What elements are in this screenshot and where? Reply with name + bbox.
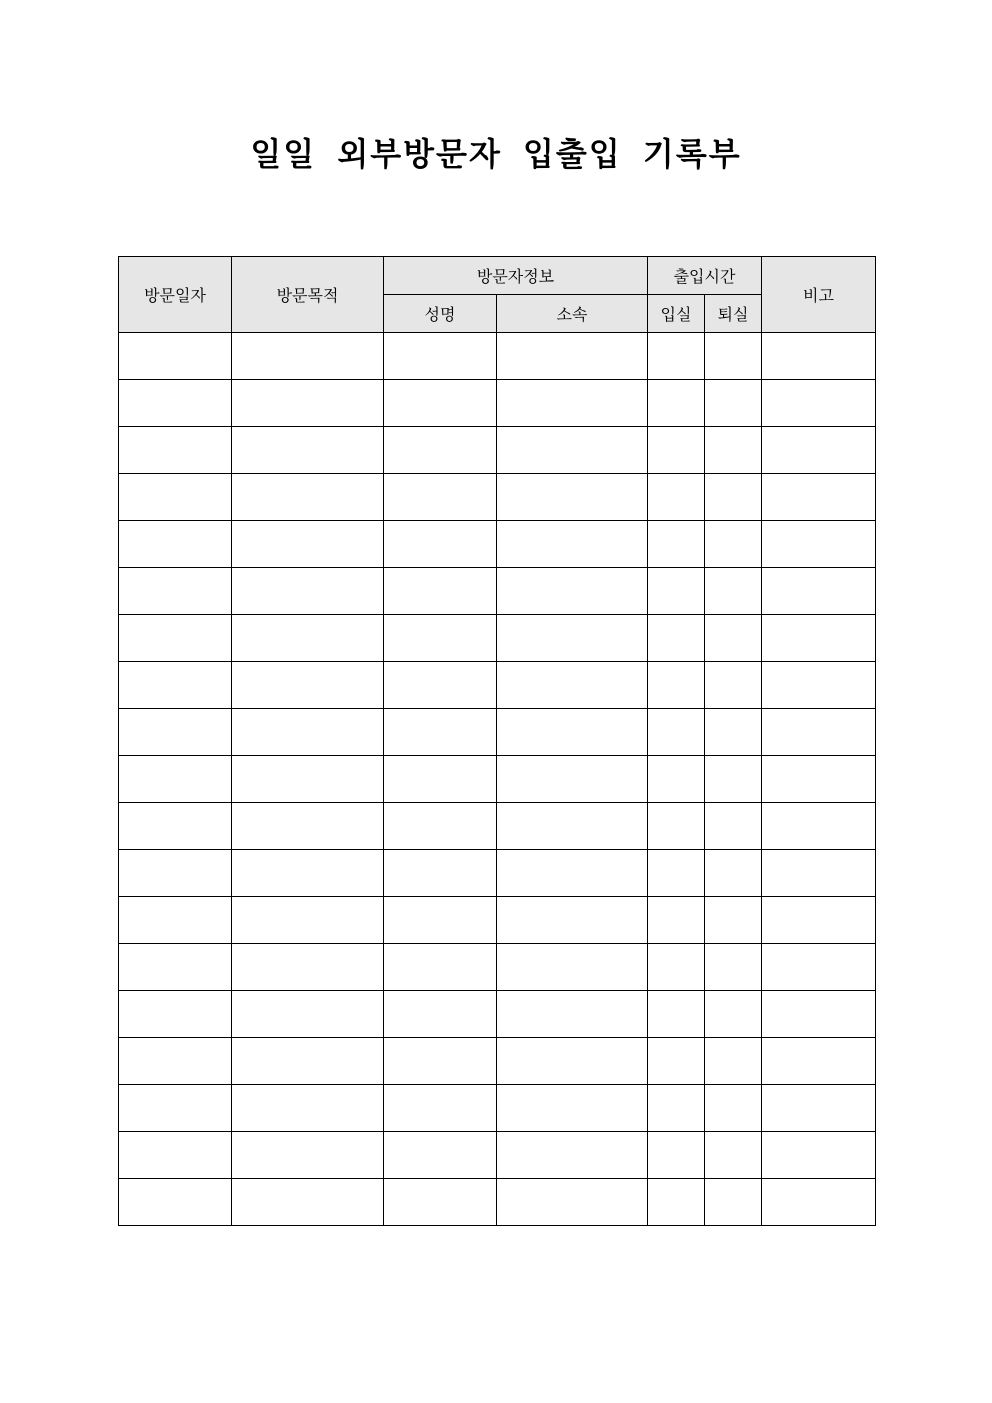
name-cell[interactable] xyxy=(384,333,497,380)
visit-purpose-cell[interactable] xyxy=(232,803,384,850)
visit-date-cell[interactable] xyxy=(119,568,232,615)
visit-date-cell[interactable] xyxy=(119,1085,232,1132)
visit-date-cell[interactable] xyxy=(119,1038,232,1085)
affiliation-cell[interactable] xyxy=(497,380,648,427)
header-affiliation: 소속 xyxy=(497,295,648,333)
exit-time-cell[interactable] xyxy=(705,615,762,662)
affiliation-cell[interactable] xyxy=(497,662,648,709)
table-row xyxy=(119,427,876,474)
visit-date-cell[interactable] xyxy=(119,897,232,944)
remarks-cell[interactable] xyxy=(762,1132,876,1179)
table-row xyxy=(119,756,876,803)
visit-date-cell[interactable] xyxy=(119,521,232,568)
name-cell[interactable] xyxy=(384,474,497,521)
entry-time-cell[interactable] xyxy=(648,662,705,709)
table-row xyxy=(119,333,876,380)
remarks-cell[interactable] xyxy=(762,756,876,803)
header-exit: 퇴실 xyxy=(705,295,762,333)
visit-date-cell[interactable] xyxy=(119,662,232,709)
exit-time-cell[interactable] xyxy=(705,1085,762,1132)
visit-date-cell[interactable] xyxy=(119,380,232,427)
remarks-cell[interactable] xyxy=(762,944,876,991)
name-cell[interactable] xyxy=(384,850,497,897)
visit-purpose-cell[interactable] xyxy=(232,1132,384,1179)
header-entry: 입실 xyxy=(648,295,705,333)
visit-purpose-cell[interactable] xyxy=(232,944,384,991)
exit-time-cell[interactable] xyxy=(705,803,762,850)
entry-time-cell[interactable] xyxy=(648,615,705,662)
visit-date-cell[interactable] xyxy=(119,991,232,1038)
visit-purpose-cell[interactable] xyxy=(232,1085,384,1132)
affiliation-cell[interactable] xyxy=(497,1132,648,1179)
exit-time-cell[interactable] xyxy=(705,1038,762,1085)
visit-date-cell[interactable] xyxy=(119,850,232,897)
header-row-1 xyxy=(119,257,876,295)
table-row xyxy=(119,709,876,756)
table-row xyxy=(119,662,876,709)
name-cell[interactable] xyxy=(384,662,497,709)
visit-date-cell[interactable] xyxy=(119,474,232,521)
affiliation-cell[interactable] xyxy=(497,427,648,474)
name-cell[interactable] xyxy=(384,615,497,662)
entry-time-cell[interactable] xyxy=(648,1085,705,1132)
entry-time-cell[interactable] xyxy=(648,380,705,427)
entry-time-cell[interactable] xyxy=(648,1038,705,1085)
name-cell[interactable] xyxy=(384,568,497,615)
affiliation-cell[interactable] xyxy=(497,897,648,944)
table-row xyxy=(119,803,876,850)
visit-date-cell[interactable] xyxy=(119,756,232,803)
visit-date-cell[interactable] xyxy=(119,615,232,662)
affiliation-cell[interactable] xyxy=(497,1179,648,1226)
visit-purpose-cell[interactable] xyxy=(232,521,384,568)
remarks-cell[interactable] xyxy=(762,991,876,1038)
affiliation-cell[interactable] xyxy=(497,709,648,756)
visit-date-cell[interactable] xyxy=(119,709,232,756)
table-row xyxy=(119,1038,876,1085)
name-cell[interactable] xyxy=(384,897,497,944)
visit-purpose-cell[interactable] xyxy=(232,427,384,474)
header-visitor-info: 방문자정보 xyxy=(384,257,648,295)
name-cell[interactable] xyxy=(384,380,497,427)
name-cell[interactable] xyxy=(384,803,497,850)
table-row xyxy=(119,521,876,568)
affiliation-cell[interactable] xyxy=(497,944,648,991)
affiliation-cell[interactable] xyxy=(497,991,648,1038)
remarks-cell[interactable] xyxy=(762,521,876,568)
affiliation-cell[interactable] xyxy=(497,1085,648,1132)
visit-date-cell[interactable] xyxy=(119,803,232,850)
visit-date-cell[interactable] xyxy=(119,427,232,474)
visit-date-cell[interactable] xyxy=(119,1179,232,1226)
exit-time-cell[interactable] xyxy=(705,474,762,521)
name-cell[interactable] xyxy=(384,709,497,756)
visit-purpose-cell[interactable] xyxy=(232,991,384,1038)
exit-time-cell[interactable] xyxy=(705,756,762,803)
exit-time-cell[interactable] xyxy=(705,333,762,380)
entry-time-cell[interactable] xyxy=(648,897,705,944)
remarks-cell[interactable] xyxy=(762,1179,876,1226)
table-row xyxy=(119,568,876,615)
affiliation-cell[interactable] xyxy=(497,850,648,897)
visit-purpose-cell[interactable] xyxy=(232,568,384,615)
table-row xyxy=(119,850,876,897)
entry-time-cell[interactable] xyxy=(648,333,705,380)
name-cell[interactable] xyxy=(384,521,497,568)
table-row xyxy=(119,944,876,991)
table-row xyxy=(119,991,876,1038)
affiliation-cell[interactable] xyxy=(497,333,648,380)
remarks-cell[interactable] xyxy=(762,474,876,521)
visit-date-cell[interactable] xyxy=(119,1132,232,1179)
entry-time-cell[interactable] xyxy=(648,756,705,803)
remarks-cell[interactable] xyxy=(762,662,876,709)
exit-time-cell[interactable] xyxy=(705,850,762,897)
affiliation-cell[interactable] xyxy=(497,1038,648,1085)
affiliation-cell[interactable] xyxy=(497,521,648,568)
header-visit-purpose: 방문목적 xyxy=(232,257,384,333)
header-remarks: 비고 xyxy=(762,257,876,333)
name-cell[interactable] xyxy=(384,756,497,803)
remarks-cell[interactable] xyxy=(762,803,876,850)
name-cell[interactable] xyxy=(384,944,497,991)
visit-purpose-cell[interactable] xyxy=(232,1038,384,1085)
exit-time-cell[interactable] xyxy=(705,709,762,756)
table-row xyxy=(119,1132,876,1179)
exit-time-cell[interactable] xyxy=(705,897,762,944)
table-row xyxy=(119,1085,876,1132)
visit-purpose-cell[interactable] xyxy=(232,380,384,427)
affiliation-cell[interactable] xyxy=(497,803,648,850)
name-cell[interactable] xyxy=(384,1085,497,1132)
entry-time-cell[interactable] xyxy=(648,427,705,474)
table-row xyxy=(119,474,876,521)
remarks-cell[interactable] xyxy=(762,568,876,615)
remarks-cell[interactable] xyxy=(762,850,876,897)
exit-time-cell[interactable] xyxy=(705,568,762,615)
entry-time-cell[interactable] xyxy=(648,521,705,568)
visit-purpose-cell[interactable] xyxy=(232,1179,384,1226)
exit-time-cell[interactable] xyxy=(705,991,762,1038)
document-title: 일일 외부방문자 입출입 기록부 xyxy=(250,135,742,173)
affiliation-cell[interactable] xyxy=(497,615,648,662)
visit-purpose-cell[interactable] xyxy=(232,850,384,897)
visit-purpose-cell[interactable] xyxy=(232,662,384,709)
exit-time-cell[interactable] xyxy=(705,1179,762,1226)
visit-purpose-cell[interactable] xyxy=(232,474,384,521)
entry-time-cell[interactable] xyxy=(648,803,705,850)
table-header xyxy=(119,257,876,333)
exit-time-cell[interactable] xyxy=(705,521,762,568)
header-access-time: 출입시간 xyxy=(648,257,762,295)
affiliation-cell[interactable] xyxy=(497,568,648,615)
remarks-cell[interactable] xyxy=(762,427,876,474)
entry-time-cell[interactable] xyxy=(648,474,705,521)
affiliation-cell[interactable] xyxy=(497,474,648,521)
affiliation-cell[interactable] xyxy=(497,756,648,803)
table-row xyxy=(119,615,876,662)
exit-time-cell[interactable] xyxy=(705,662,762,709)
remarks-cell[interactable] xyxy=(762,333,876,380)
visitor-log-table xyxy=(118,256,876,1226)
entry-time-cell[interactable] xyxy=(648,1179,705,1226)
entry-time-cell[interactable] xyxy=(648,850,705,897)
remarks-cell[interactable] xyxy=(762,709,876,756)
name-cell[interactable] xyxy=(384,1179,497,1226)
visit-date-cell[interactable] xyxy=(119,944,232,991)
name-cell[interactable] xyxy=(384,427,497,474)
name-cell[interactable] xyxy=(384,1132,497,1179)
exit-time-cell[interactable] xyxy=(705,1132,762,1179)
table-row xyxy=(119,1179,876,1226)
visit-date-cell[interactable] xyxy=(119,333,232,380)
visit-purpose-cell[interactable] xyxy=(232,897,384,944)
entry-time-cell[interactable] xyxy=(648,1132,705,1179)
exit-time-cell[interactable] xyxy=(705,944,762,991)
visit-purpose-cell[interactable] xyxy=(232,756,384,803)
remarks-cell[interactable] xyxy=(762,380,876,427)
name-cell[interactable] xyxy=(384,991,497,1038)
visit-purpose-cell[interactable] xyxy=(232,709,384,756)
header-visit-date: 방문일자 xyxy=(119,257,232,333)
remarks-cell[interactable] xyxy=(762,897,876,944)
remarks-cell[interactable] xyxy=(762,615,876,662)
header-name: 성명 xyxy=(384,295,497,333)
exit-time-cell[interactable] xyxy=(705,380,762,427)
table-row xyxy=(119,380,876,427)
visit-purpose-cell[interactable] xyxy=(232,333,384,380)
entry-time-cell[interactable] xyxy=(648,991,705,1038)
exit-time-cell[interactable] xyxy=(705,427,762,474)
entry-time-cell[interactable] xyxy=(648,944,705,991)
table-body xyxy=(119,333,876,1226)
table-row xyxy=(119,897,876,944)
entry-time-cell[interactable] xyxy=(648,568,705,615)
remarks-cell[interactable] xyxy=(762,1038,876,1085)
remarks-cell[interactable] xyxy=(762,1085,876,1132)
visit-purpose-cell[interactable] xyxy=(232,615,384,662)
name-cell[interactable] xyxy=(384,1038,497,1085)
entry-time-cell[interactable] xyxy=(648,709,705,756)
